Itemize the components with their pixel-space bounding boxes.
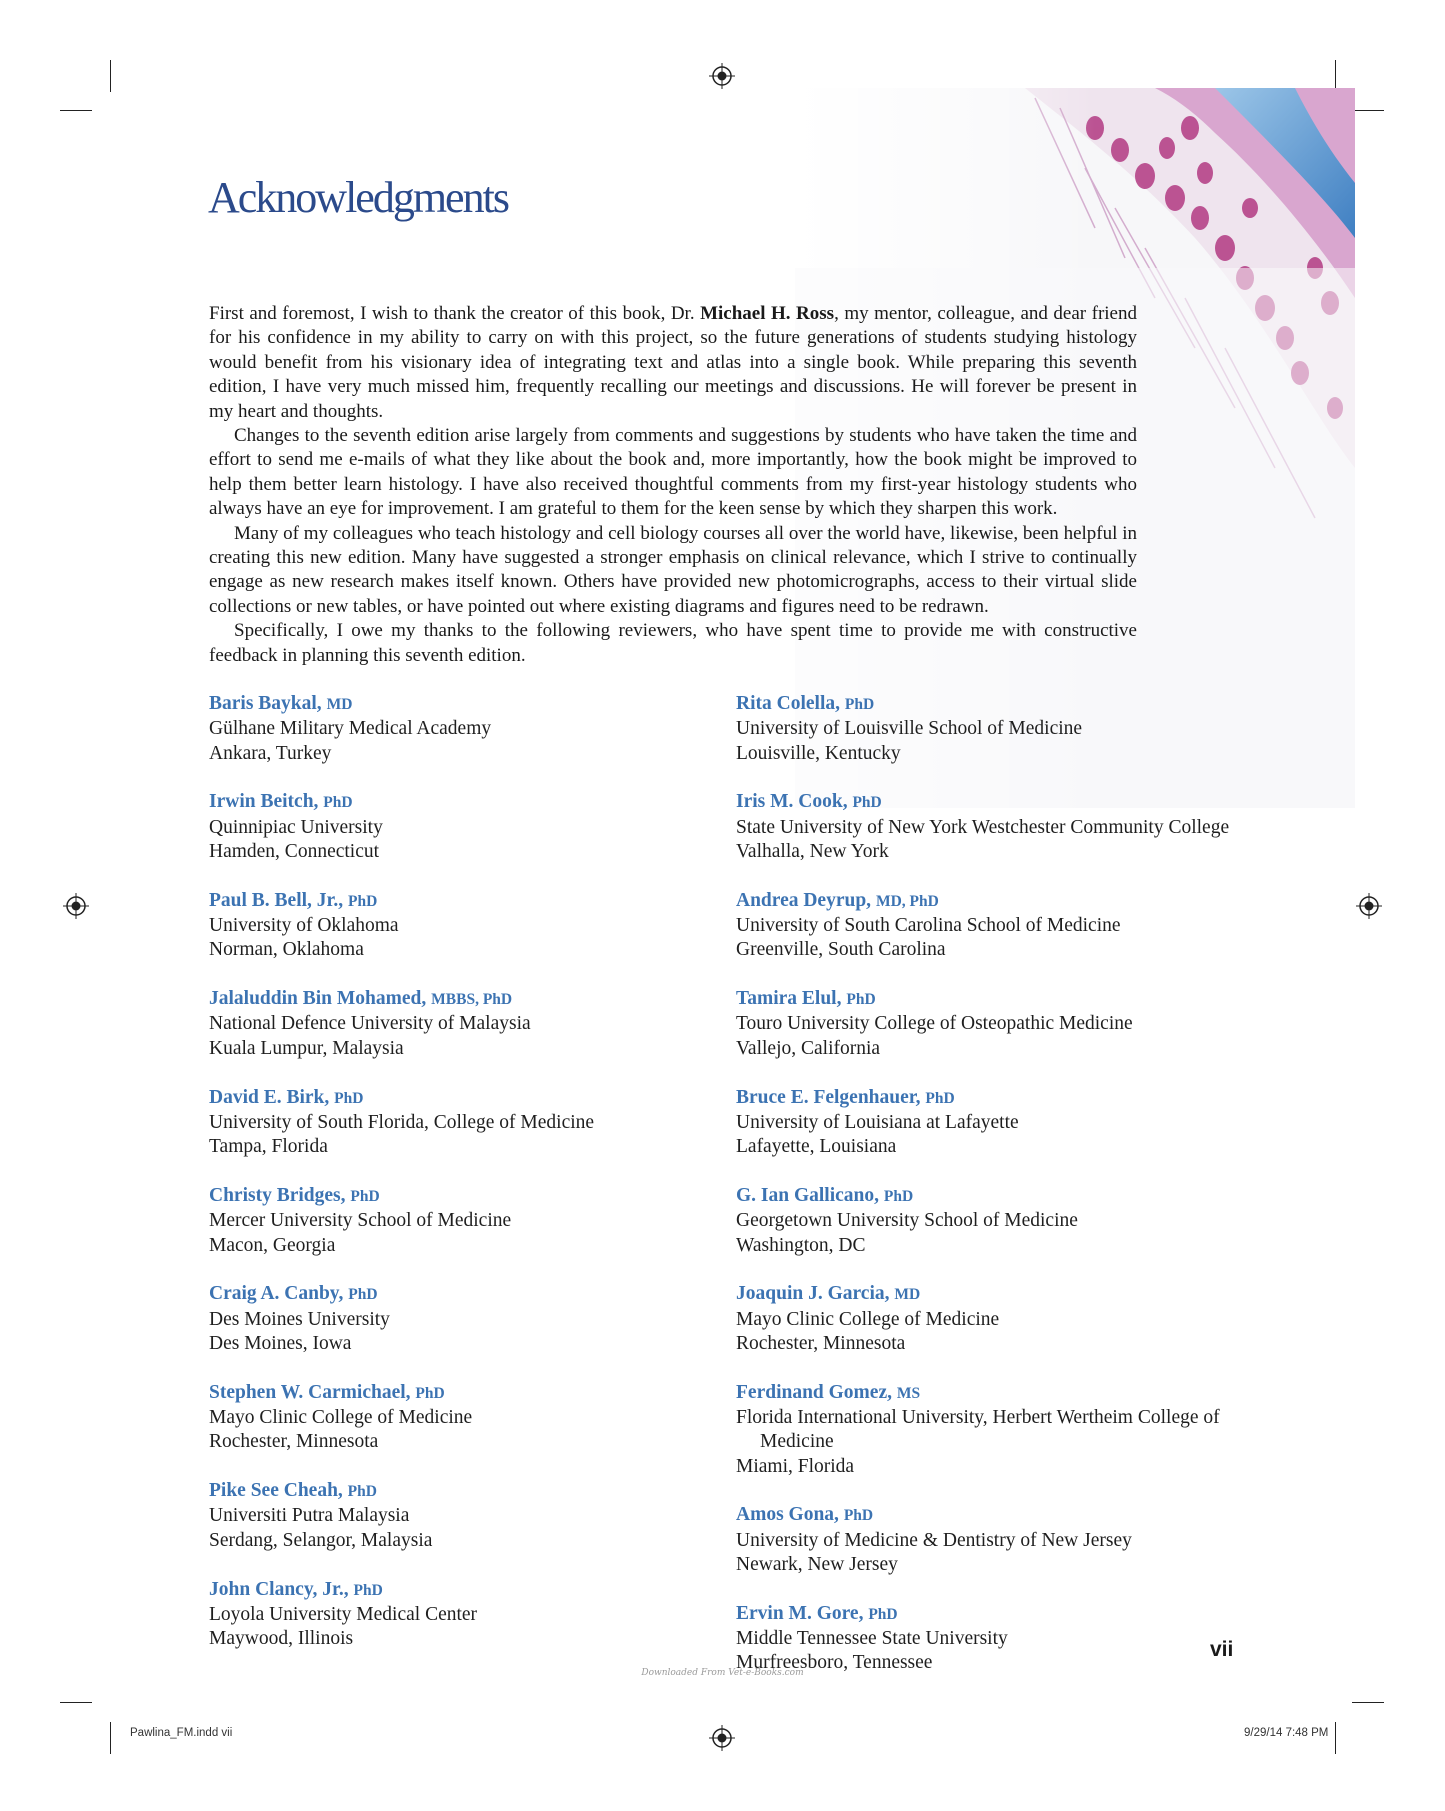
crop-mark	[110, 1722, 111, 1754]
reviewer-name: Iris M. Cook,	[736, 791, 848, 813]
reviewer-institution: Gülhane Military Medical Academy	[209, 718, 492, 740]
registration-mark-icon	[709, 63, 735, 89]
reviewer-entry	[736, 987, 1296, 1061]
reviewer-location: Rochester, Minnesota	[736, 1332, 906, 1354]
reviewer-name: Bruce E. Felgenhauer,	[736, 1086, 921, 1108]
reviewer-institution: University of South Carolina School of Medicine	[736, 915, 1121, 937]
reviewer-institution: University of South Florida, College of Medicine	[209, 1111, 595, 1133]
reviewer-entry	[209, 987, 689, 1061]
reviewer-entry	[736, 790, 1296, 864]
reviewer-entry	[209, 889, 689, 963]
reviewer-name: Ferdinand Gomez,	[736, 1381, 892, 1403]
intro-paragraph: Changes to the seventh edition arise largely from comments and suggestions by students who have taken the time and effort to send me e-mails of what they like about the book and, more importantly, how the book might be improved to help them better learn histology. I have also received thoughtful comments from my first-year histology students who always have an eye for improvement. I am grateful to them for the keen sense by which they sharpen this work.	[209, 425, 1137, 520]
registration-mark-icon	[1356, 893, 1382, 919]
reviewer-location: Vallejo, California	[736, 1037, 881, 1059]
reviewer-entry	[209, 1479, 689, 1553]
reviewer-institution: Touro University College of Osteopathic Medicine	[736, 1013, 1133, 1035]
reviewer-location: Hamden, Connecticut	[209, 840, 380, 862]
reviewer-degree: PhD	[350, 1187, 380, 1205]
reviewer-name: Paul B. Bell, Jr.,	[209, 889, 344, 911]
crop-mark	[60, 110, 92, 111]
reviewer-entry	[209, 790, 689, 864]
reviewer-entry	[736, 1184, 1296, 1258]
reviewer-degree: PhD	[347, 1483, 377, 1501]
reviewer-location: Ankara, Turkey	[209, 742, 332, 764]
reviewer-institution: Universiti Putra Malaysia	[209, 1505, 410, 1527]
reviewer-degree: PhD	[323, 794, 353, 812]
reviewer-location: Newark, New Jersey	[736, 1554, 898, 1576]
reviewer-degree: PhD	[852, 794, 882, 812]
reviewer-location: Washington, DC	[736, 1234, 866, 1256]
reviewer-degree: PhD	[868, 1605, 898, 1623]
reviewer-institution: Florida International University, Herbert Wertheim College of Medicine	[736, 1407, 1220, 1453]
reviewer-entry	[736, 1381, 1296, 1479]
reviewer-degree: PhD	[334, 1089, 364, 1107]
reviewer-degree: MD	[326, 696, 353, 713]
reviewer-name: Irwin Beitch,	[209, 791, 319, 813]
reviewer-location: Lafayette, Louisiana	[736, 1136, 897, 1158]
reviewer-institution: University of Louisville School of Medicine	[736, 718, 1083, 740]
reviewer-location: Murfreesboro, Tennessee	[736, 1652, 933, 1674]
reviewer-name: Stephen W. Carmichael,	[209, 1381, 411, 1403]
reviewer-degree: PhD	[348, 892, 378, 910]
crop-mark	[1352, 1702, 1384, 1703]
reviewer-entry	[209, 692, 689, 766]
reviewer-degree: PhD	[353, 1581, 383, 1599]
reviewer-degree: PhD	[348, 1286, 378, 1304]
reviewer-name: Rita Colella,	[736, 693, 840, 714]
reviewer-location: Maywood, Illinois	[209, 1628, 354, 1650]
crop-mark	[1352, 110, 1384, 111]
reviewer-entry	[736, 889, 1296, 963]
page-title: Acknowledgments	[208, 173, 508, 222]
reviewer-degree: PhD	[844, 696, 875, 713]
reviewer-degree: MD, PhD	[875, 892, 939, 910]
intro-text-segment: First and foremost, I wish to thank the creator of this book, Dr.	[209, 303, 701, 324]
intro-text	[209, 302, 1137, 668]
reviewer-location: Greenville, South Carolina	[736, 939, 946, 961]
intro-bold-name: Michael H. Ross	[700, 303, 835, 324]
reviewer-entry	[209, 1578, 689, 1652]
reviewer-name: John Clancy, Jr.,	[209, 1578, 349, 1600]
reviewer-entry	[736, 1086, 1296, 1160]
reviewer-degree: MBBS, PhD	[431, 991, 513, 1009]
reviewer-entry	[736, 1503, 1296, 1577]
page-number: vii	[1210, 1638, 1234, 1661]
reviewer-degree: PhD	[415, 1384, 445, 1402]
registration-mark-icon	[709, 1725, 735, 1751]
reviewer-institution: Middle Tennessee State University	[736, 1628, 1008, 1650]
reviewer-institution: University of Oklahoma	[209, 915, 399, 937]
reviewer-location: Tampa, Florida	[209, 1136, 328, 1158]
reviewer-name: Craig A. Canby,	[209, 1283, 344, 1305]
reviewer-entry	[736, 1282, 1296, 1356]
reviewer-entry	[209, 1184, 689, 1258]
crop-mark	[1335, 1722, 1336, 1754]
reviewer-degree: PhD	[843, 1507, 874, 1525]
reviewer-name: Baris Baykal,	[209, 693, 322, 714]
reviewer-institution: State University of New York Westchester Community College	[736, 816, 1230, 838]
reviewer-name: G. Ian Gallicano,	[736, 1184, 880, 1206]
reviewer-entry	[736, 692, 1296, 766]
reviewer-location: Serdang, Selangor, Malaysia	[209, 1529, 433, 1551]
reviewer-degree: MD	[894, 1286, 921, 1304]
reviewer-institution: Georgetown University School of Medicine	[736, 1210, 1078, 1232]
reviewer-name: Christy Bridges,	[209, 1184, 346, 1206]
reviewer-degree: PhD	[846, 991, 876, 1009]
reviewer-entry	[209, 1086, 689, 1160]
reviewer-institution: Quinnipiac University	[209, 816, 383, 838]
reviewer-institution: Mayo Clinic College of Medicine	[209, 1407, 473, 1429]
reviewer-name: David E. Birk,	[209, 1086, 330, 1108]
reviewer-institution: Loyola University Medical Center	[209, 1603, 478, 1625]
slug-timestamp: 9/29/14 7:48 PM	[1244, 1727, 1329, 1739]
watermark-text: Downloaded From Vet-e-Books.com	[641, 1668, 804, 1678]
intro-paragraph	[209, 302, 1137, 424]
reviewer-institution: Des Moines University	[209, 1308, 390, 1330]
reviewer-degree: MS	[896, 1384, 921, 1402]
reviewer-location: Des Moines, Iowa	[209, 1332, 352, 1354]
reviewers-left-column	[209, 692, 689, 1676]
reviewer-name: Pike See Cheah,	[209, 1480, 343, 1502]
reviewer-location: Norman, Oklahoma	[209, 939, 364, 961]
reviewer-location: Macon, Georgia	[209, 1234, 336, 1256]
reviewer-institution: National Defence University of Malaysia	[209, 1013, 531, 1035]
reviewer-name: Ervin M. Gore,	[736, 1602, 864, 1624]
reviewer-degree: PhD	[925, 1089, 955, 1107]
reviewer-location: Kuala Lumpur, Malaysia	[209, 1037, 404, 1059]
intro-text-segment: , my mentor, colleague, and dear friend for his confidence in my ability to carry on with this project, so the future generations of students studying histology would benefit from his visionary idea of integrating text and atlas into a single book. While preparing this seventh edition, I have very much missed him, frequently recalling our meetings and discussions. He will forever be present in my heart and thoughts.	[209, 303, 1137, 422]
reviewer-degree: PhD	[883, 1187, 914, 1205]
reviewer-institution: Mayo Clinic College of Medicine	[736, 1308, 1000, 1330]
reviewer-location: Louisville, Kentucky	[736, 742, 901, 764]
reviewer-institution: University of Medicine & Dentistry of New Jersey	[736, 1529, 1132, 1551]
reviewer-location: Rochester, Minnesota	[209, 1431, 379, 1453]
reviewer-location: Valhalla, New York	[736, 840, 889, 862]
reviewer-name: Jalaluddin Bin Mohamed,	[209, 988, 427, 1010]
reviewer-name: Amos Gona,	[736, 1504, 839, 1526]
intro-paragraph: Specifically, I owe my thanks to the following reviewers, who have spent time to provide me with constructive feedback in planning this seventh edition.	[209, 620, 1137, 666]
reviewer-name: Tamira Elul,	[736, 988, 842, 1010]
crop-mark	[60, 1702, 92, 1703]
reviewer-location: Miami, Florida	[736, 1455, 855, 1477]
reviewer-entry	[209, 1282, 689, 1356]
reviewer-institution: Mercer University School of Medicine	[209, 1210, 512, 1232]
reviewer-name: Andrea Deyrup,	[736, 889, 872, 911]
slug-filename: Pawlina_FM.indd vii	[130, 1727, 233, 1739]
reviewer-name: Joaquin J. Garcia,	[736, 1283, 890, 1305]
crop-mark	[110, 60, 111, 92]
registration-mark-icon	[63, 893, 89, 919]
reviewer-entry	[209, 1381, 689, 1455]
reviewers-right-column	[736, 692, 1296, 1700]
intro-paragraph: Many of my colleagues who teach histology and cell biology courses all over the world have, likewise, been helpful in creating this new edition. Many have suggested a stronger emphasis on clinical relevance, which I strive to continually engage as new research makes itself known. Others have provided new photomicrographs, access to their virtual slide collections or new tables, or have pointed out where existing diagrams and figures need to be redrawn.	[209, 522, 1137, 617]
reviewer-institution: University of Louisiana at Lafayette	[736, 1111, 1019, 1133]
